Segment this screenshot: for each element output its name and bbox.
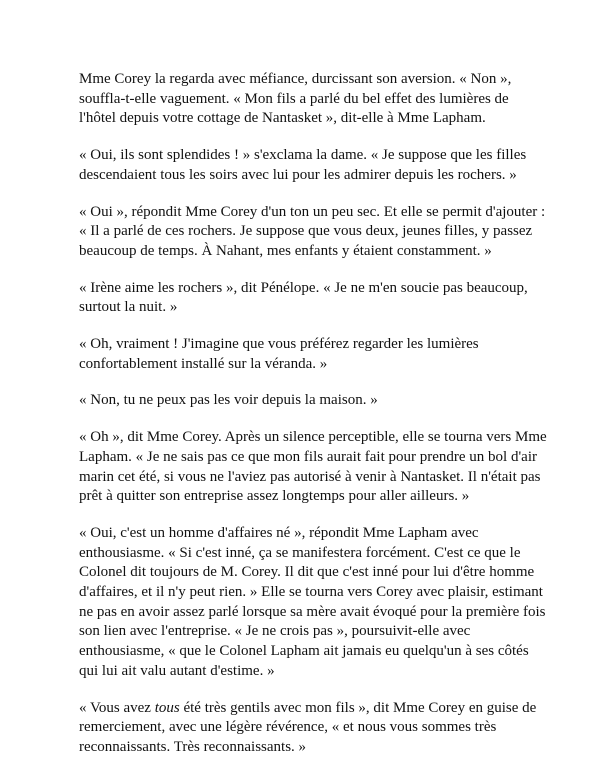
paragraph [79,279,549,318]
paragraph-text: « Oui, ils sont splendides ! » s'exclama la dame. « Je suppose que les filles descendaient tous les soirs avec lui pour les admirer depuis les rochers. » [79,147,530,183]
document-page [79,70,549,775]
paragraph [79,203,549,262]
paragraph-text: « Vous avez [79,699,155,716]
paragraph-text: Mme Corey la regarda avec méfiance, durcissant son aversion. « Non », souffla-t-elle vaguement. « Mon fils a parlé du bel effet des lumières de l'hôtel depuis votre cottage de Nantasket », dit-elle à Mme Lapham. [79,71,516,127]
paragraph-text: été très gentils avec mon fils », dit Mme Corey en guise de remerciement, avec une légère révérence, « et nous vous sommes très reconnaissants. Très reconnaissants. » [79,699,541,755]
paragraph-text: « Non, tu ne peux pas les voir depuis la maison. » [79,392,378,409]
paragraph [79,146,549,185]
paragraph [79,335,549,374]
paragraph [79,524,549,682]
emphasized-word: tous [154,699,180,716]
paragraph [79,428,549,507]
paragraph-text: « Oui », répondit Mme Corey d'un ton un peu sec. Et elle se permit d'ajouter : « Il a parlé de ces rochers. Je suppose que vous deux, jeunes filles, y passez beaucoup de temps. À Nahant, mes enfants y étaient constamment. » [79,203,549,259]
paragraph [79,70,549,129]
paragraph-text: « Oh », dit Mme Corey. Après un silence perceptible, elle se tourna vers Mme Lapham. « Je ne sais pas ce que mon fils aurait fait pour prendre un bol d'air marin cet été, si vous ne l'aviez pas autorisé à venir à Nantasket. Il n'était pas prêt à quitter son entreprise assez longtemps pour aller ailleurs. » [79,429,551,505]
paragraph-text: « Oui, c'est un homme d'affaires né », répondit Mme Lapham avec enthousiasme. « Si c'est inné, ça se manifestera forcément. C'est ce que le Colonel dit toujours de M. Corey. Il dit que c'est inné pour lui d'être homme d'affaires, et il n'y peut rien. » Elle se tourna vers Corey avec plaisir, estimant ne pas en avoir assez parlé lorsque sa mère avait évoqué pour la première fois son lien avec l'entreprise. « Je ne crois pas », poursuivit-elle avec enthousiasme, « que le Colonel Lapham ait jamais eu quelqu'un à ses côtés qui lui ait valu autant d'estime. » [79,524,550,679]
paragraph [79,699,549,758]
paragraph-text: « Irène aime les rochers », dit Pénélope. « Je ne m'en soucie pas beaucoup, surtout la nuit. » [79,279,532,316]
paragraph [79,391,549,411]
paragraph-text: « Oh, vraiment ! J'imagine que vous préférez regarder les lumières confortablement installé sur la véranda. » [79,336,483,372]
